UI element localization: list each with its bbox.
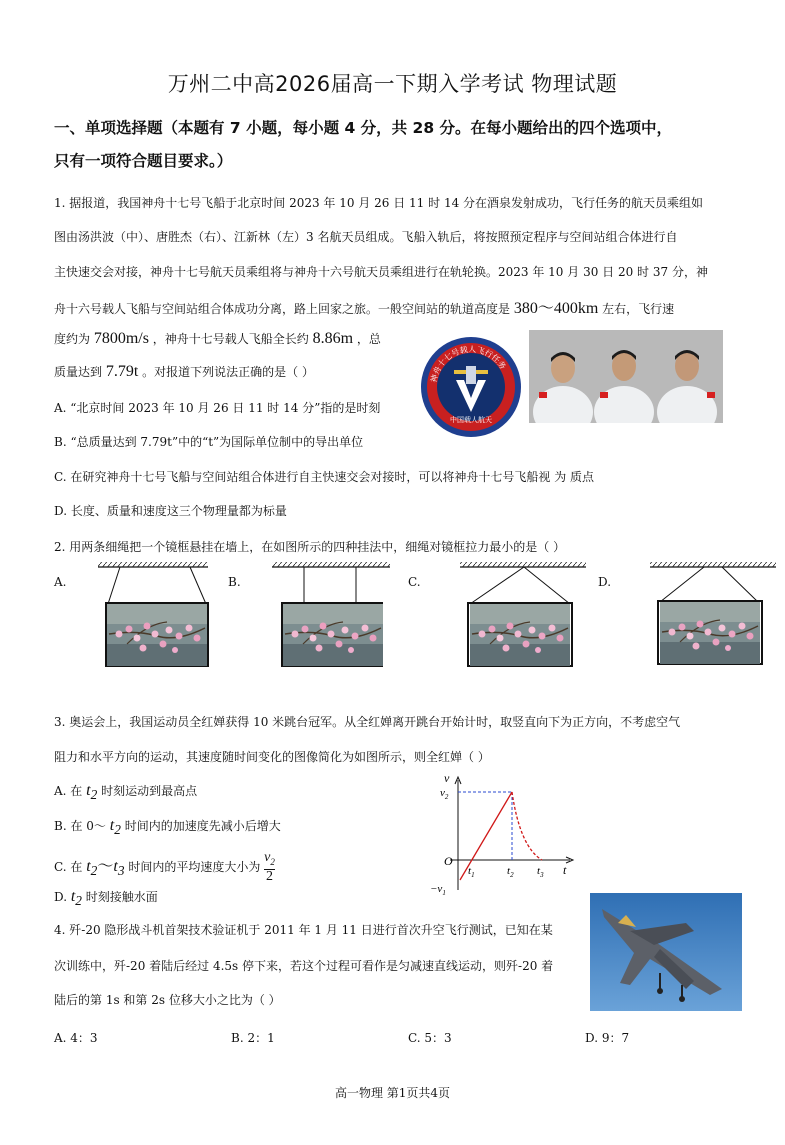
graph-neg-v1-label: $-v_1$ [430,883,446,897]
q4-line2: 次训练中，歼-20 着陆后经过 4.5s 停下来，若这个过程可看作是匀减速直线运动，则歼-20 着 [54,959,554,973]
fraction-denominator: 2 [266,868,274,884]
q3-option-d-text: 时刻接触水面 [85,890,158,904]
fraction-v2-over-2 [264,851,275,884]
q3-option-b-t [109,817,121,838]
q3-option-c-prefix: C. 在 [54,859,83,874]
q3-option-c-text: 时间内的平均速度大小为 [128,859,261,874]
frame-option-b [272,562,390,666]
sub-2: 2 [90,863,98,879]
q1-option-b: B. “总质量达到 7.79t”中的“t”为国际单位制中的导出单位 [54,435,364,449]
q4-line3: 陆后的第 1s 和第 2s 位移大小之比为（ ） [54,993,281,1007]
q3-velocity-time-graph [420,772,580,897]
q2-label-b: B. [228,575,241,589]
q1-line1: 1. 据报道，我国神舟十七号飞船于北京时间 2023 年 10 月 26 日 11 时 14 分在酒泉发射成功，飞行任务的航天员乘组如 [54,196,704,210]
q1-line5-text-mid: ，神舟十七号载人飞船全长约 [152,332,309,346]
mission-badge-image [420,336,522,438]
var-t: t [86,782,91,799]
q3-option-a-text: 时刻运动到最高点 [101,784,198,798]
q3-option-a-t [86,782,98,803]
q3-option-a [54,782,197,803]
q4-option-b: B. 2：1 [231,1031,275,1045]
q1-line4-text: 舟十六号载人飞船与空间站组合体成功分离，路上回家之旅。一般空间站的轨道高度是 [54,302,511,316]
q4-option-c: C. 5：3 [408,1031,452,1045]
q3-option-a-prefix: A. 在 [54,784,83,798]
frame-option-c [460,562,586,666]
velocity-curve-segment [512,792,542,860]
speed-value: 7800m/s [93,330,149,347]
sub-2: 2 [90,787,98,803]
q2-label-c: C. [408,575,421,589]
badge-arc-text: 神舟十七号载人飞行任务 [429,344,508,384]
q1-line5-text: 度约为 [54,332,91,346]
q3-option-d [54,888,158,909]
q1-option-c: C. 在研究神舟十七号飞船与空间站组合体进行自主快速交会对接时，可以将神舟十七号飞船视 为 质点 [54,470,595,484]
section-header-line1: 一、单项选择题（本题有 7 小题，每小题 4 分，共 28 分。在每小题给出的四个选项中， [54,119,673,137]
q1-line4-text-end: 左右，飞行速 [602,302,675,316]
q1-line6 [54,363,314,381]
frame-option-a [98,562,208,666]
q1-line6-text-end: 。对报道下列说法正确的是（ ） [142,365,314,379]
var-t: t [70,888,76,905]
q3-option-d-t [70,888,82,909]
q2-label-d: D. [598,575,612,589]
frame-option-d [650,562,776,664]
q1-line2: 图由汤洪波（中）、唐胜杰（右）、江新林（左）3 名航天员组成。飞船入轨后，将按照预定程序与空间站组合体进行自 [54,230,678,244]
graph-t-axis-label: t [563,863,567,877]
badge-bottom-text: 中国载人航天 [450,416,492,424]
q1-option-d: D. 长度、质量和速度这三个物理量都为标量 [54,504,287,518]
graph-v-label: v [444,772,450,785]
graph-t3-label: $t_3$ [537,865,544,879]
q3-option-c-t2 [86,857,98,879]
graph-t2-label: $t_2$ [507,865,514,879]
sub-3: 3 [117,863,125,879]
q3-option-b [54,817,281,838]
q3-option-d-prefix: D. [54,890,68,904]
section-header-line2: 只有一项符合题目要求。） [54,152,233,170]
sub-2: 2 [114,822,121,838]
q4-line1: 4. 歼-20 隐形战斗机首架技术验证机于 2011 年 1 月 11 日进行首次升空飞行测试，已知在某 [54,923,553,937]
q3-option-c-t3 [113,857,125,879]
q4-option-a: A. 4：3 [54,1031,98,1045]
page-footer: 高一物理 第1页共4页 [334,1086,451,1100]
q3-line1: 3. 奥运会上，我国运动员全红婵获得 10 米跳台冠军。从全红婵离开跳台开始计时，取竖直向下为正方向，不考虑空气 [54,715,681,729]
sub-2: 2 [270,856,275,867]
q1-line5-text-end: ，总 [356,332,381,346]
q2-label-a: A. [54,575,67,589]
q1-line4 [54,295,674,318]
astronauts-photo [529,330,723,423]
q2-stem: 2. 用两条细绳把一个镜框悬挂在墙上，在如图所示的四种挂法中，细绳对镜框拉力最小的是（ ） [54,540,566,554]
page-title: 万州二中高2026届高一下期入学考试 物理试题 [167,72,618,96]
var-t: t [113,857,118,875]
q4-option-d: D. 9：7 [585,1031,630,1045]
q3-option-b-text: 时间内的加速度先减小后增大 [124,819,281,833]
var-v: v [264,850,271,865]
orbit-height-value: 380～400km [513,300,599,317]
graph-origin-label: O [444,854,453,868]
q1-line5 [54,330,381,348]
q3-line2: 阻力和水平方向的运动，其速度随时间变化的图像简化为如图所示，则全红婵（ ） [54,750,490,764]
j20-fighter-photo [590,893,742,1011]
sub-2: 2 [75,893,82,909]
q1-option-a: A. “北京时间 2023 年 10 月 26 日 11 时 14 分”指的是时刻 [54,401,381,415]
length-value: 8.86m [312,330,354,347]
tilde: ～ [97,857,114,875]
mass-value: 7.79t [105,363,139,380]
graph-t1-label: $t_1$ [468,865,475,879]
graph-v2-label: $v_2$ [440,787,449,801]
q1-line6-text: 质量达到 [54,365,103,379]
q3-option-b-prefix: B. 在 0～ [54,819,106,833]
fraction-numerator [264,851,275,870]
q1-line3: 主快速交会对接，神舟十七号航天员乘组将与神舟十六号航天员乘组进行在轨轮换。2023 年 10 月 30 日 20 时 37 分，神 [54,265,708,279]
var-t: t [86,857,91,875]
q2-hanging-frames-figure [0,558,785,678]
q3-option-c [54,851,275,884]
var-t: t [109,817,115,834]
